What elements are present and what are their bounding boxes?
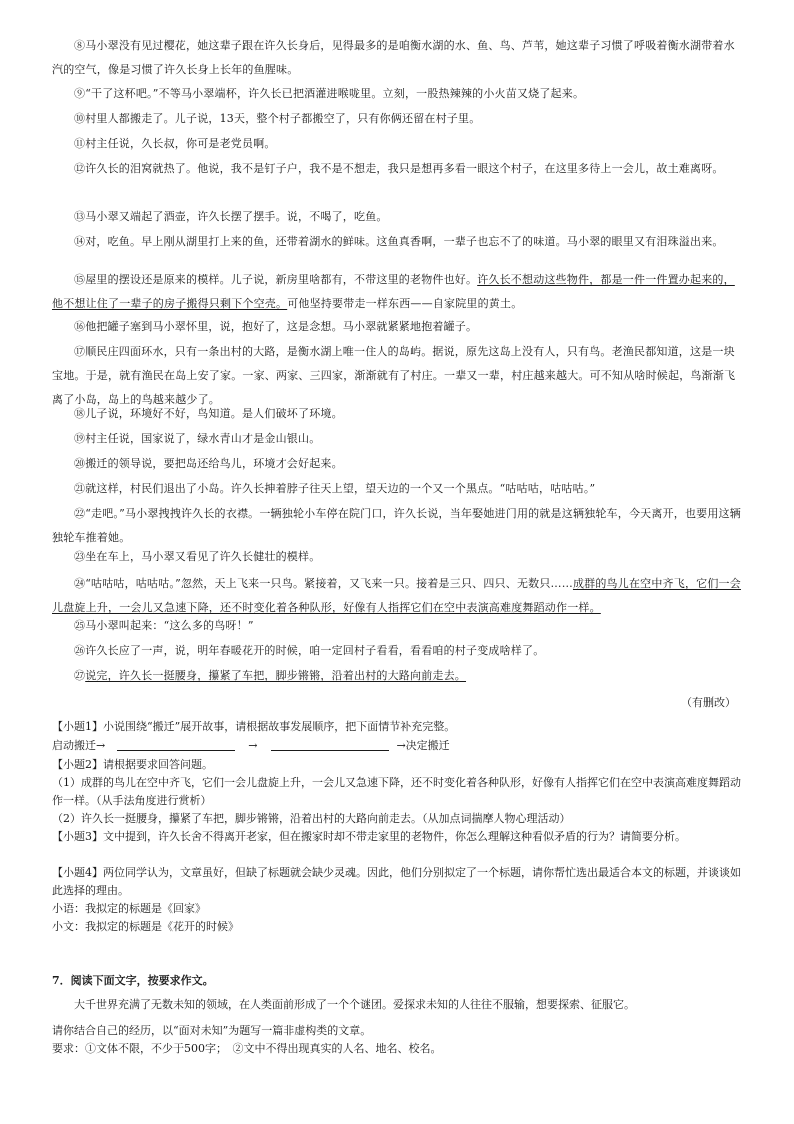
story-paragraph-27	[52, 664, 742, 688]
question-4-option-b: 小文：我拟定的标题是《花开的时候》	[52, 920, 239, 933]
story-paragraph-15	[52, 268, 742, 316]
story-paragraph-17: ⑰顺民庄四面环水，只有一条出村的大路，是衡水湖上唯一住人的岛屿。据说，原先这岛上没有人，只有鸟。老渔民都知道，这是一块宝地。于是，就有渔民在岛上安了家。一家、两家、三四家，渐渐就有了村庄。一辈又一辈，村庄越来越大。可不知从啥时候起，鸟渐渐飞离了小岛，岛上的鸟越来越少了。	[52, 345, 736, 406]
essay-requirements: 要求：①文体不限，不少于500字； ②文中不得出现真实的人名、地名、校名。	[52, 1042, 442, 1055]
essay-intro: 大千世界充满了无数未知的领域，在人类面前形成了一个个谜团。爱探求未知的人往往不服输，想要探索、征服它。	[74, 998, 635, 1011]
essay-task: 请你结合自己的经历，以“面对未知”为题写一篇非虚构类的文章。	[52, 1024, 372, 1037]
p15-text-b: 可他坚持要带走一样东西——自家院里的黄土。	[287, 297, 523, 310]
p24-underlined-sentence: 成群的鸟儿在空中齐飞，它们一会儿盘旋上升，一会儿又急速下降，还不时变化着各种队形，好像有人指挥它们在空中表演高难度舞蹈动作一样。	[52, 577, 741, 614]
p24-text-a: ㉔“咕咕咕，咕咕咕。”忽然，天上飞来一只鸟。紧接着，又飞来一只。接着是三只、四只、无数只……	[74, 577, 573, 590]
story-paragraph-26: ㉖许久长应了一声，说，明年春暖花开的时候，咱一定回村子看看，看看咱的村子变成啥样了。	[74, 644, 545, 657]
question-2-part-1: （1）成群的鸟儿在空中齐飞，它们一会儿盘旋上升，一会儿又急速下降，还不时变化着各种队形，好像有人指挥它们在空中表演高难度舞蹈动作一样。（从手法角度进行赏析）	[52, 776, 741, 807]
story-paragraph-8: ⑧马小翠没有见过樱花，她这辈子跟在许久长身后，见得最多的是咱衡水湖的水、鱼、鸟、芦苇，她这辈子习惯了呼吸着衡水湖带着水汽的空气，像是习惯了许久长身上长年的鱼腥味。	[52, 39, 735, 76]
question-1: 【小题1】小说围绕“搬迁”展开故事，请根据故事发展顺序，把下面情节补充完整。	[52, 720, 456, 733]
story-paragraph-23: ㉓坐在车上，马小翠又看见了许久长健壮的模样。	[74, 550, 321, 563]
story-paragraph-11: ⑪村主任说，久长叔，你可是老党员啊。	[74, 137, 276, 150]
story-paragraph-9: ⑨“干了这杯吧。”不等马小翠端杯，许久长已把酒灌进喉咙里。立刻，一股热辣辣的小火苗又烧了起来。	[74, 87, 585, 100]
essay-heading: 7．阅读下面文字，按要求作文。	[52, 974, 214, 987]
story-paragraph-10: ⑩村里人都搬走了。儿子说，13天，整个村子都搬空了，只有你俩还留在村子里。	[74, 112, 481, 125]
p15-text-a: ⑮屋里的摆设还是原来的模样。儿子说，新房里啥都有，不带这里的老物件也好。	[74, 273, 478, 286]
source-note: （有删改）	[681, 696, 736, 709]
question-3: 【小题3】文中提到，许久长舍不得离开老家，但在搬家时却不带走家里的老物件，你怎么理解这种看似矛盾的行为？请简要分析。	[52, 830, 686, 843]
story-paragraph-21: ㉑就这样，村民们退出了小岛。许久长抻着脖子往天上望，望天边的一个又一个黑点。“咕咕咕，咕咕咕。”	[74, 482, 596, 495]
question-1-plot-chain	[52, 737, 742, 755]
story-paragraph-13: ⑬马小翠又端起了酒壶，许久长摆了摆手。说，不喝了，吃鱼。	[74, 210, 388, 223]
story-paragraph-19: ⑲村主任说，国家说了，绿水青山才是金山银山。	[74, 432, 321, 445]
plot-chain-end: →决定搬迁	[396, 739, 450, 752]
p15-underlined-sentence: 许久长不想动这些物件，都是一件一件置办起来的，他不想让住了一辈子的房子搬得只剩下个空壳。	[52, 273, 735, 310]
story-paragraph-12: ⑫许久长的泪窝就热了。他说，我不是钉子户，我不是不想走，我只是想再多看一眼这个村子，在这里多待上一会儿，故土难离呀。	[74, 162, 724, 175]
answer-blank-1[interactable]	[117, 739, 235, 751]
story-paragraph-24	[52, 572, 742, 620]
arrow-icon: →	[248, 739, 258, 752]
story-paragraph-18: ⑱儿子说，环境好不好，鸟知道。是人们破坏了环境。	[74, 407, 343, 420]
p27-underlined-sentence: 说完，许久长一挺腰身，攥紧了车把，脚步锵锵，沿着出村的大路向前走去。	[85, 669, 467, 682]
p27-number: ㉗	[74, 669, 86, 682]
question-4: 【小题4】两位同学认为，文章虽好，但缺了标题就会缺少灵魂。因此，他们分别拟定了一个标题，请你帮忙选出最适合本文的标题，并谈谈如此选择的理由。	[52, 866, 741, 897]
story-paragraph-14: ⑭对，吃鱼。早上刚从湖里打上来的鱼，还带着湖水的鲜味。这鱼真香啊，一辈子也忘不了的味道。马小翠的眼里又有泪珠溢出来。	[74, 235, 724, 248]
question-2: 【小题2】请根据要求回答问题。	[52, 758, 213, 771]
story-paragraph-16: ⑯他把罐子塞到马小翠怀里，说，抱好了，这是念想。马小翠就紧紧地抱着罐子。	[74, 320, 478, 333]
story-paragraph-20: ⑳搬迁的领导说，要把岛还给鸟儿，环境才会好起来。	[74, 457, 343, 470]
answer-blank-2[interactable]	[271, 739, 389, 751]
plot-chain-start: 启动搬迁→	[52, 739, 106, 752]
story-paragraph-25: ㉕马小翠叫起来：“这么多的鸟呀！”	[74, 619, 254, 632]
question-4-option-a: 小语：我拟定的标题是《回家》	[52, 902, 206, 915]
story-paragraph-22: ㉒“走吧。”马小翠拽拽许久长的衣襟。一辆独轮小车停在院门口，许久长说，当年娶她进门用的就是这辆独轮车，今天离开，也要用这辆独轮车推着她。	[52, 507, 741, 544]
question-2-part-2: （2）许久长一挺腰身，攥紧了车把，脚步锵锵，沿着出村的大路向前走去。（从加点词揣摩人物心理活动）	[52, 812, 571, 825]
